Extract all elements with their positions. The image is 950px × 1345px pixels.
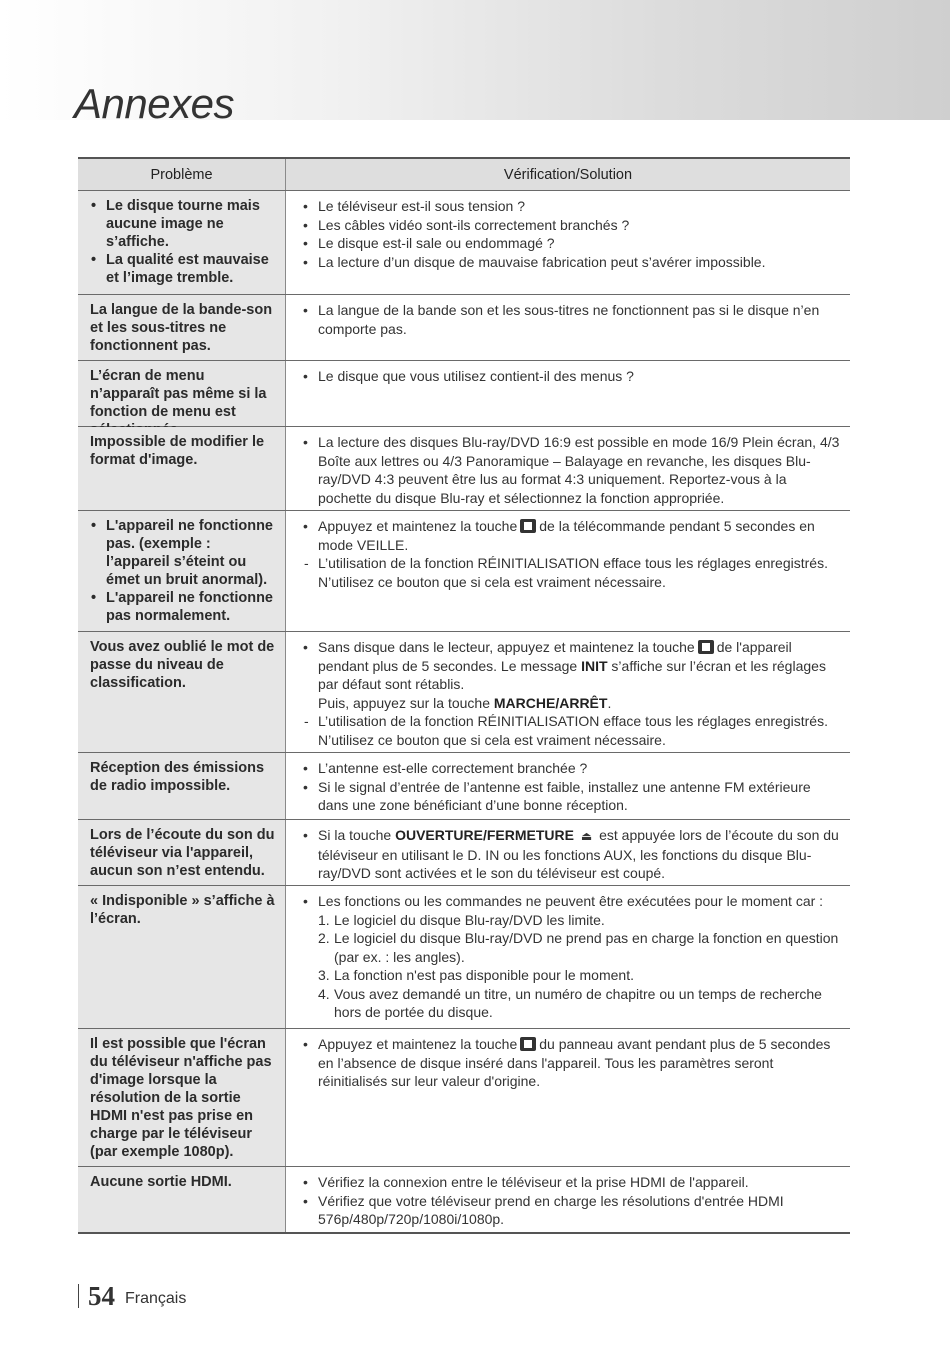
problem-item: • L'appareil ne fonctionne pas normalement. <box>90 589 277 625</box>
table-row <box>78 427 850 511</box>
solution-cell <box>286 1167 850 1232</box>
numbered-item: 4. Vous avez demandé un titre, un numéro de chapitre ou un temps de recherche hors de portée du disque. <box>318 985 822 1020</box>
table-row <box>78 753 850 820</box>
page-language: Français <box>125 1290 187 1307</box>
table-row <box>78 820 850 886</box>
solution-item: • Sans disque dans le lecteur, appuyez et maintenez la touche de l'appareil pendant plus de 5 secondes. Le message INIT s’affiche sur l’écran et les réglages par défaut sont rétablis. Puis, appuyez sur la touche MARCHE/ARRÊT. <box>302 638 842 712</box>
problem-cell: Il est possible que l'écran du téléviseur n'affiche pas d'image lorsque la résolution de la sortie HDMI n'est pas prise en charge par le téléviseur (par exemple 1080p). <box>78 1029 286 1166</box>
solution-item: • Le disque que vous utilisez contient-il des menus ? <box>302 367 842 386</box>
solution-item: • Les câbles vidéo sont-ils correctement branchés ? <box>302 216 842 235</box>
problem-cell: Aucune sortie HDMI. <box>78 1167 286 1232</box>
solution-item: • La lecture des disques Blu-ray/DVD 16:9 est possible en mode 16/9 Plein écran, 4/3 Boîte aux lettres ou 4/3 Panoramique – Balayage en revanche, les disques Blu-ray/DVD 4:3 peuvent être lus au format 4:3 uniquement. Reportez-vous à la pochette du disque Blu-ray et sélectionnez la fonction appropriée. <box>302 433 842 507</box>
table-row <box>78 1029 850 1167</box>
solution-item: • Appuyez et maintenez la touche du panneau avant pendant plus de 5 secondes en l’absence de disque inséré dans l'appareil. Tous les paramètres seront réinitialisés sur leur valeur d'origine. <box>302 1035 842 1091</box>
page-number: 54 <box>88 1281 115 1311</box>
problem-cell: L’écran de menu n’apparaît pas même si la fonction de menu est <box>78 361 286 426</box>
problem-cell: Vous avez oublié le mot de passe du niveau de classification. <box>78 632 286 752</box>
problem-cell: Lors de l’écoute du son du téléviseur via l'appareil, aucun son n’est entendu. <box>78 820 286 885</box>
solution-item: • Si la touche OUVERTURE/FERMETURE ⏏ est appuyée lors de l’écoute du son du téléviseur en utilisant le D. IN ou les fonctions AUX, les fonctions du disque Blu-ray/DVD sont activées et le son du téléviseur est coupé. <box>302 826 842 883</box>
problem-cell <box>78 191 286 294</box>
numbered-item: 1. Le logiciel du disque Blu-ray/DVD les limite. <box>318 911 605 928</box>
page-title: Annexes <box>74 80 234 127</box>
solution-cell <box>286 632 850 752</box>
problem-cell: Réception des émissions de radio impossible. <box>78 753 286 819</box>
stop-button-icon <box>520 519 536 533</box>
table-row <box>78 1167 850 1234</box>
solution-item: • Appuyez et maintenez la touche de la télécommande pendant 5 secondes en mode VEILLE. <box>302 517 842 554</box>
stop-button-icon <box>520 1037 536 1051</box>
solution-note: - L’utilisation de la fonction RÉINITIALISATION efface tous les réglages enregistrés. N’utilisez ce bouton que si cela est vraiment nécessaire. <box>302 712 842 749</box>
solution-item: • Vérifiez la connexion entre le téléviseur et la prise HDMI de l'appareil. <box>302 1173 842 1192</box>
solution-item: • La langue de la bande son et les sous-titres ne fonctionnent pas si le disque n’en comporte pas. <box>302 301 842 338</box>
column-header-solution: Vérification/Solution <box>286 159 850 190</box>
solution-item: • Les fonctions ou les commandes ne peuvent être exécutées pour le moment car : <box>302 892 842 911</box>
solution-cell <box>286 427 850 510</box>
solution-cell <box>286 753 850 819</box>
problem-item: • Le disque tourne mais aucune image ne s’affiche. <box>90 197 277 251</box>
footer-divider <box>78 1284 79 1308</box>
problem-item: • L'appareil ne fonctionne pas. (exemple : l’appareil s’éteint ou émet un bruit anormal). <box>90 517 277 589</box>
solution-cell <box>286 191 850 294</box>
solution-cell <box>286 820 850 885</box>
solution-item: • Le disque est-il sale ou endommagé ? <box>302 234 842 253</box>
solution-cell <box>286 1029 850 1166</box>
table-row <box>78 511 850 632</box>
column-header-problem: Problème <box>78 159 286 190</box>
troubleshooting-table <box>78 157 850 1234</box>
solution-item: • Vérifiez que votre téléviseur prend en charge les résolutions d'entrée HDMI 576p/480p/720p/1080i/1080p. <box>302 1192 842 1229</box>
solution-item: • L’antenne est-elle correctement branchée ? <box>302 759 842 778</box>
problem-cell: Impossible de modifier le format d'image. <box>78 427 286 510</box>
table-row <box>78 295 850 361</box>
numbered-item: 2. Le logiciel du disque Blu-ray/DVD ne prend pas en charge la fonction en question (par ex. : les angles). <box>318 930 839 965</box>
solution-item: • Si le signal d’entrée de l’antenne est faible, installez une antenne FM extérieure dans une zone bénéficiant d’une bonne réception. <box>302 778 842 815</box>
table-row <box>78 361 850 427</box>
solution-cell <box>286 886 850 1028</box>
page-footer <box>78 1282 186 1310</box>
solution-item: • La lecture d’un disque de mauvaise fabrication peut s’avérer impossible. <box>302 253 842 272</box>
table-row <box>78 191 850 295</box>
solution-item: • Le téléviseur est-il sous tension ? <box>302 197 842 216</box>
stop-button-icon <box>698 640 714 654</box>
problem-cell: La langue de la bande-son et les sous-titres ne fonctionnent pas. <box>78 295 286 360</box>
problem-item: • La qualité est mauvaise et l’image tremble. <box>90 251 277 287</box>
table-header-row <box>78 159 850 191</box>
table-row <box>78 632 850 753</box>
problem-cell: « Indisponible » s’affiche à l’écran. <box>78 886 286 1028</box>
solution-cell <box>286 511 850 631</box>
table-row <box>78 886 850 1029</box>
problem-cell <box>78 511 286 631</box>
eject-icon: ⏏ <box>580 829 593 843</box>
numbered-item: 3. La fonction n'est pas disponible pour le moment. <box>318 967 634 983</box>
solution-cell <box>286 361 850 426</box>
solution-note: - L’utilisation de la fonction RÉINITIALISATION efface tous les réglages enregistrés. N’utilisez ce bouton que si cela est vraiment nécessaire. <box>302 554 842 591</box>
solution-cell <box>286 295 850 360</box>
